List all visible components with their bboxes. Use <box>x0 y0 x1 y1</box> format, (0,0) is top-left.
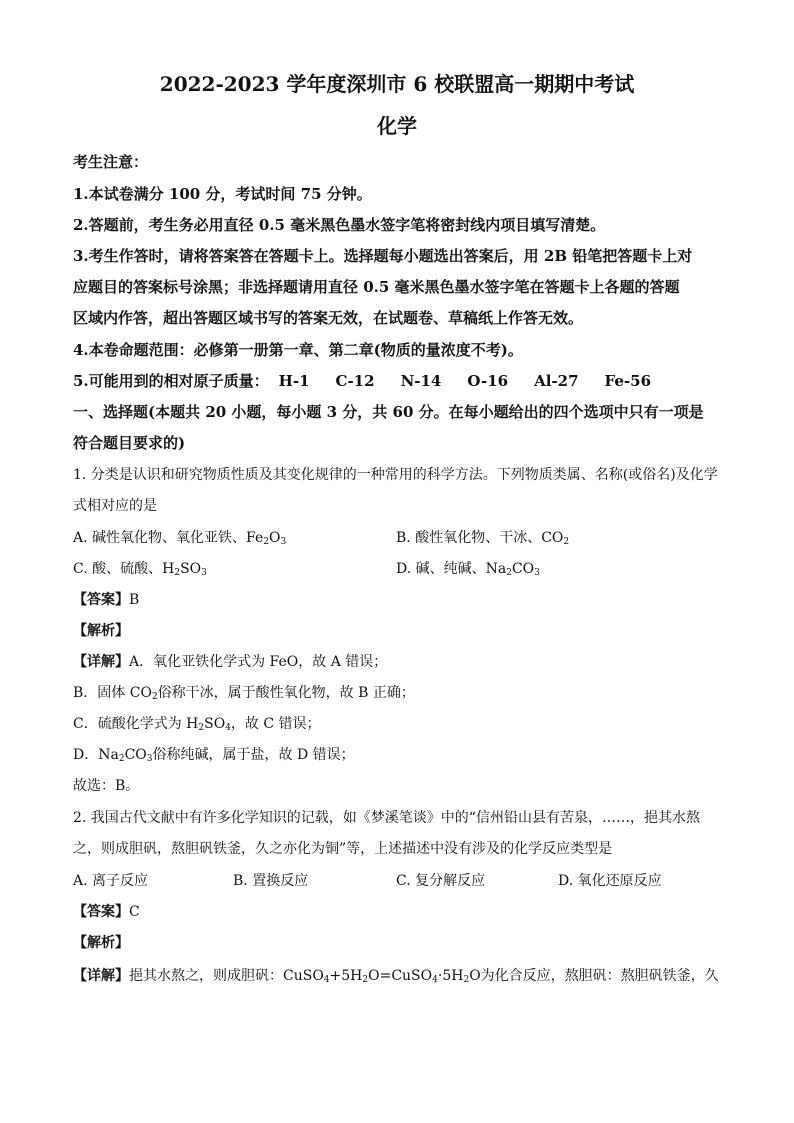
q1-detail-line-3: C．硫酸化学式为 $H_2SO_4$，故 C 错误； <box>73 716 321 733</box>
q1-stem-line-1: 1. 分类是认识和研究物质性质及其变化规律的一种常用的科学方法。下列物质类属、名称(或俗名)及化学 <box>73 467 718 483</box>
q1-detail-line-2: B．固体 $CO_2$俗称干冰，属于酸性氧化物，故 B 正确； <box>73 685 415 702</box>
atomic-mass-h: H-1 <box>278 372 310 390</box>
notice-item-3-line-1: 3.考生作答时，请将答案答在答题卡上。选择题每小题选出答案后，用 2B 铅笔把答题卡上对 <box>73 247 693 265</box>
q1-option-b: B. 酸性氧化物、干冰、$CO_2$ <box>396 530 570 547</box>
answer-tag: 【答案】 <box>73 592 129 608</box>
q2-answer <box>73 901 140 921</box>
atomic-mass-al: Al-27 <box>534 372 579 390</box>
q2-detail-line-1: 【详解】挹其水熬之，则成胆矾：$CuSO_4+5H_2O=CuSO_4\cdot 5H_2O$为化合反应，熬胆矾：熬胆矾铁釜，久 <box>73 968 719 985</box>
q2-option-c: C. 复分解反应 <box>396 873 486 889</box>
q1-detail-line-1: 【详解】A．氧化亚铁化学式为 FeO，故 A 错误； <box>73 654 388 670</box>
subject-title: 化学 <box>377 114 417 138</box>
notice-item-5 <box>73 370 651 391</box>
notice-item-3-line-2: 应题目的答案标号涂黑；非选择题请用直径 0.5 毫米黑色墨水签字笔在答题卡上各题的答题 <box>73 278 680 296</box>
q1-analysis-tag: 【解析】 <box>73 623 129 639</box>
section-1-heading-line-1: 一、选择题(本题共 20 小题，每小题 3 分，共 60 分。在每小题给出的四个选项中只有一项是 <box>73 403 704 421</box>
q1-option-a: A. 碱性氧化物、氧化亚铁、$Fe_2O_3$ <box>73 530 287 547</box>
exam-title: 2022-2023 学年度深圳市 6 校联盟高一期期中考试 <box>159 72 635 96</box>
q1-stem-line-2: 式相对应的是 <box>73 498 157 514</box>
q2-stem-line-1: 2. 我国古代文献中有许多化学知识的记载，如《梦溪笔谈》中的“信州铅山县有苦泉，……，挹其水熬 <box>73 810 700 826</box>
q2-option-d: D. 氧化还原反应 <box>558 873 662 889</box>
q1-answer <box>73 589 139 609</box>
q2-option-a: A. 离子反应 <box>73 873 149 889</box>
notice-heading: 考生注意： <box>73 153 149 171</box>
atomic-mass-c: C-12 <box>335 372 375 390</box>
notice-item-1: 1.本试卷满分 100 分，考试时间 75 分钟。 <box>73 185 372 203</box>
answer-tag: 【答案】 <box>73 904 129 920</box>
notice-item-2: 2.答题前，考生务必用直径 0.5 毫米黑色墨水签字笔将密封线内项目填写清楚。 <box>73 216 606 234</box>
q2-option-b: B. 置换反应 <box>233 873 309 889</box>
atomic-mass-fe: Fe-56 <box>604 372 652 390</box>
notice-item-3-line-3: 区域内作答，超出答题区域书写的答案无效，在试题卷、草稿纸上作答无效。 <box>73 309 584 327</box>
q1-option-d: D. 碱、纯碱、$Na_2CO_3$ <box>396 561 540 578</box>
atomic-mass-o: O-16 <box>467 372 509 390</box>
q1-option-c: C. 酸、硫酸、$H_2SO_3$ <box>73 561 207 578</box>
answer-value: B <box>129 592 140 608</box>
q2-analysis-tag: 【解析】 <box>73 935 129 951</box>
q1-detail-line-4: D．$Na_2CO_3$俗称纯碱，属于盐，故 D 错误； <box>73 747 355 764</box>
notice-item-4: 4.本卷命题范围：必修第一册第一章、第二章(物质的量浓度不考)。 <box>73 341 523 359</box>
section-1-heading-line-2: 符合题目要求的) <box>73 434 186 452</box>
atomic-mass-n: N-14 <box>400 372 442 390</box>
answer-value: C <box>129 904 140 920</box>
q1-choice: 故选：B。 <box>73 778 140 794</box>
q2-stem-line-2: 之，则成胆矾，熬胆矾铁釜，久之亦化为铜”等，上述描述中没有涉及的化学反应类型是 <box>73 841 613 857</box>
atomic-mass-label: 5.可能用到的相对原子质量： <box>73 372 269 390</box>
